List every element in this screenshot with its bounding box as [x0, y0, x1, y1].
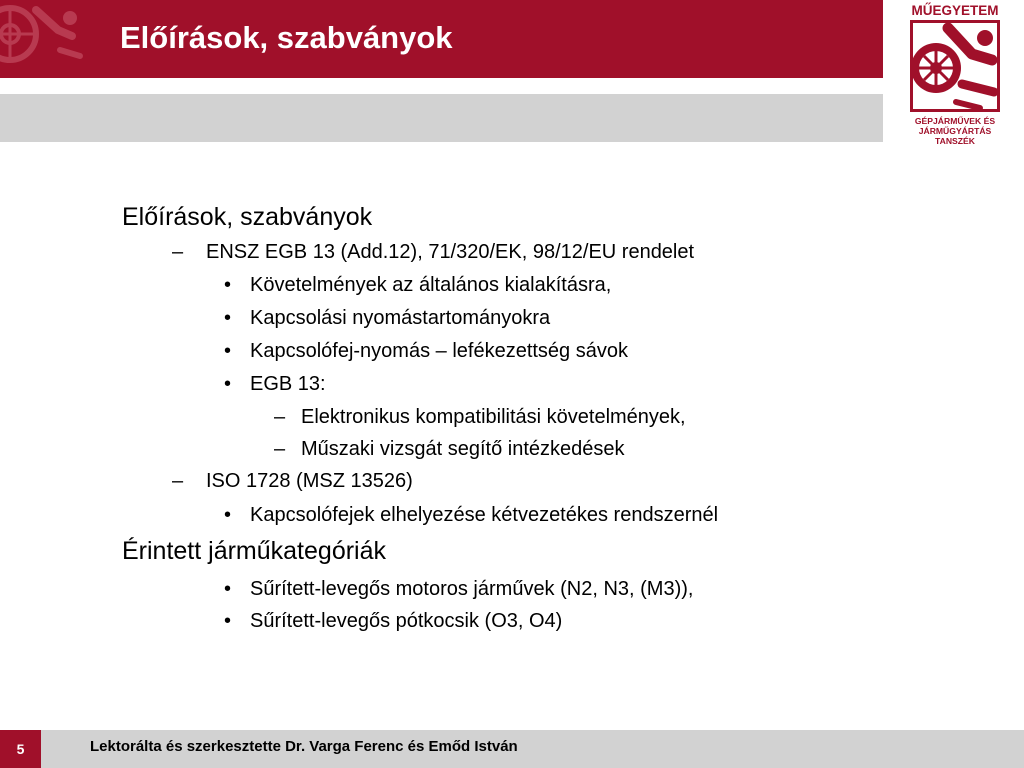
bullet-marker: • [224, 274, 232, 296]
list-item-text: Elektronikus kompatibilitási követelmények, [301, 406, 686, 428]
dash-marker: – [274, 406, 286, 428]
list-item-text: Kapcsolási nyomástartományokra [250, 307, 551, 329]
bullet-marker: • [224, 373, 232, 395]
page-title: Előírások, szabványok [120, 20, 453, 55]
list-item-text: Követelmények az általános kialakításra, [250, 274, 612, 296]
dash-marker: – [274, 438, 286, 460]
bullet-marker: • [224, 340, 232, 362]
list-item-text: Előírások, szabványok [122, 203, 373, 231]
list-item-text: Sűrített-levegős pótkocsik (O3, O4) [250, 610, 563, 632]
list-item-text: Érintett járműkategóriák [122, 537, 387, 565]
list-item-text: EGB 13: [250, 373, 326, 395]
logo-department-line3: TANSZÉK [935, 136, 975, 146]
bullet-marker: • [224, 504, 232, 526]
list-heading [122, 536, 386, 566]
dash-marker: – [172, 470, 184, 492]
list-item-text: Kapcsolófej-nyomás – lefékezettség sávok [250, 340, 628, 362]
page-number: 5 [0, 730, 41, 768]
list-item-text: ENSZ EGB 13 (Add.12), 71/320/EK, 98/12/EU rendelet [206, 241, 695, 263]
logo-department-line2: JÁRMŰGYÁRTÁS [918, 126, 992, 136]
list-item-text: Sűrített-levegős motoros járművek (N2, N3, (M3)), [250, 578, 694, 600]
bullet-marker: • [224, 610, 232, 632]
logo-university-name: MŰEGYETEM [911, 3, 999, 18]
list-item-text: Műszaki vizsgát segítő intézkedések [301, 438, 625, 460]
logo-department-line1: GÉPJÁRMŰVEK ÉS [914, 116, 996, 126]
bullet-marker: • [224, 578, 232, 600]
footer-credit: Lektorálta és szerkesztette Dr. Varga Ferenc és Emőd István [90, 738, 518, 755]
list-heading [122, 202, 372, 232]
list-item-text: Kapcsolófejek elhelyezése kétvezetékes rendszernél [250, 504, 719, 526]
bullet-marker: • [224, 307, 232, 329]
list-item-text: ISO 1728 (MSZ 13526) [206, 470, 413, 492]
dash-marker: – [172, 241, 184, 263]
